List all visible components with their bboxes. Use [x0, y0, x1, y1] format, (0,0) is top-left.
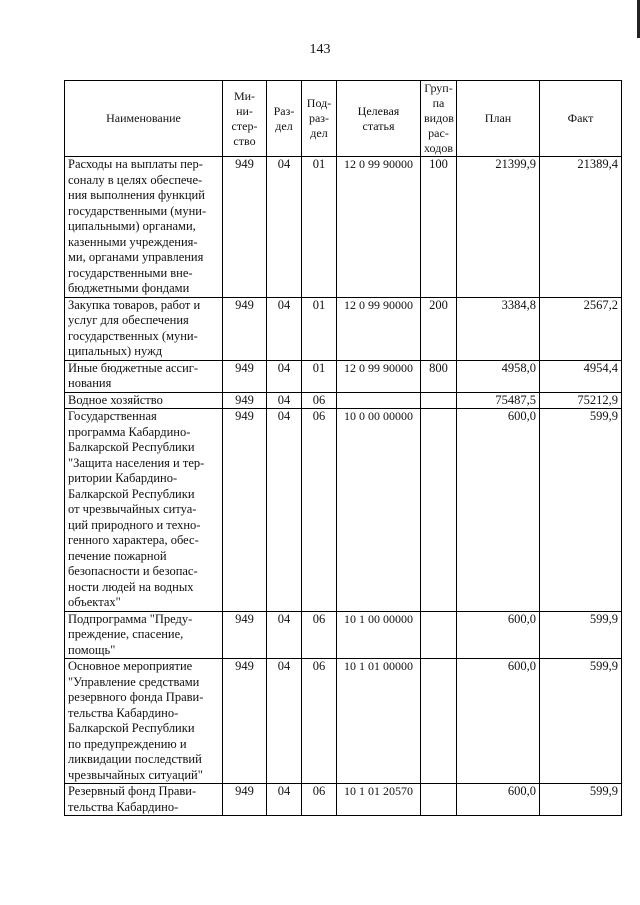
- header-line: рас-: [428, 126, 449, 140]
- cell-fact: 75212,9: [540, 392, 622, 409]
- cell-name-line: Государственная: [68, 409, 157, 423]
- cell-section: 04: [267, 611, 302, 659]
- cell-subsection: 01: [302, 360, 337, 392]
- header-line: дел: [275, 118, 293, 133]
- header-line: раз-: [308, 111, 330, 125]
- cell-name-line: Расходы на выплаты пер-: [68, 157, 203, 171]
- cell-subsection: 06: [302, 611, 337, 659]
- header-line: стер-: [231, 118, 258, 133]
- cell-name-line: государственных (муни-: [68, 328, 198, 343]
- cell-name-line: Резервный фонд Прави-: [68, 784, 197, 798]
- cell-ministry: 949: [223, 297, 267, 360]
- cell-name: [65, 297, 223, 360]
- cell-target-article: [337, 392, 421, 409]
- table-body: [65, 157, 622, 816]
- cell-name-line: тельства Кабардино-: [68, 799, 179, 814]
- cell-name-line: Балкарской Республики: [68, 440, 195, 454]
- header-line: па: [432, 96, 445, 110]
- cell-ministry: 949: [223, 409, 267, 612]
- header-line: ни-: [236, 103, 253, 118]
- cell-plan: 600,0: [457, 784, 540, 816]
- table-header-row: [65, 81, 622, 157]
- cell-target-article: 12 0 99 90000: [337, 360, 421, 392]
- cell-name-line: ций природного и техно-: [68, 517, 201, 532]
- header-line: Целевая: [357, 103, 400, 118]
- cell-name-line: объектах": [68, 595, 121, 609]
- cell-plan: 4958,0: [457, 360, 540, 392]
- cell-plan: 21399,9: [457, 157, 540, 298]
- cell-fact: 599,9: [540, 611, 622, 659]
- header-line: статья: [362, 118, 395, 133]
- cell-plan: 600,0: [457, 611, 540, 659]
- cell-name-line: ми, органами управления: [68, 250, 204, 264]
- header-line: Под-: [306, 96, 332, 110]
- cell-name-line: казенными учреждения-: [68, 234, 198, 249]
- cell-name-line: преждение, спасение,: [68, 627, 184, 641]
- cell-name-line: ципальными) органами,: [68, 219, 196, 233]
- cell-name-line: чрезвычайных ситуаций": [68, 767, 203, 782]
- table-row: [65, 360, 622, 392]
- table-row: [65, 392, 622, 409]
- cell-ministry: 949: [223, 659, 267, 784]
- cell-ministry: 949: [223, 157, 267, 298]
- cell-name-line: резервного фонда Прави-: [68, 690, 204, 704]
- cell-name-line: Подпрограмма "Преду-: [68, 611, 193, 626]
- cell-subsection: 06: [302, 409, 337, 612]
- cell-name-line: "Управление средствами: [68, 674, 200, 689]
- cell-section: 04: [267, 784, 302, 816]
- header-line: Груп-: [424, 81, 453, 95]
- cell-name-line: ности людей на водных: [68, 579, 194, 594]
- page-number: 143: [309, 42, 331, 57]
- header-line: ходов: [424, 141, 453, 155]
- cell-name-line: Основное мероприятие: [68, 659, 193, 673]
- cell-name-line: бюджетными фондами: [68, 281, 190, 295]
- header-line: ство: [233, 133, 256, 148]
- cell-name-line: ципальных) нужд: [68, 344, 163, 358]
- cell-fact: 599,9: [540, 784, 622, 816]
- cell-expense-group: 200: [421, 297, 457, 360]
- cell-name: [65, 409, 223, 612]
- cell-target-article: 10 0 00 00000: [337, 409, 421, 612]
- header-fact: Факт: [540, 81, 622, 157]
- cell-name-line: ликвидации последствий: [68, 752, 202, 766]
- cell-expense-group: [421, 659, 457, 784]
- cell-name-line: "Защита населения и тер-: [68, 455, 205, 470]
- header-line: Раз-: [273, 103, 295, 118]
- cell-ministry: 949: [223, 360, 267, 392]
- cell-name: [65, 360, 223, 392]
- cell-plan: 75487,5: [457, 392, 540, 409]
- cell-name-line: помощь": [68, 642, 116, 657]
- cell-name-line: Балкарской Республики: [68, 486, 195, 501]
- cell-name-line: по предупреждению и: [68, 736, 187, 751]
- cell-name-line: соналу в целях обеспече-: [68, 172, 203, 187]
- cell-section: 04: [267, 659, 302, 784]
- cell-ministry: 949: [223, 611, 267, 659]
- cell-expense-group: [421, 409, 457, 612]
- cell-ministry: 949: [223, 784, 267, 816]
- cell-subsection: 06: [302, 659, 337, 784]
- cell-section: 04: [267, 360, 302, 392]
- cell-name-line: от чрезвычайных ситуа-: [68, 502, 197, 516]
- cell-name-line: генного характера, обес-: [68, 533, 199, 547]
- header-target: [337, 81, 421, 157]
- cell-ministry: 949: [223, 392, 267, 409]
- cell-name-line: Водное хозяйство: [68, 392, 163, 407]
- cell-fact: 599,9: [540, 659, 622, 784]
- cell-subsection: 01: [302, 157, 337, 298]
- cell-name-line: тельства Кабардино-: [68, 705, 179, 720]
- cell-name-line: нования: [68, 376, 112, 390]
- table-row: [65, 157, 622, 298]
- cell-name-line: безопасности и безопас-: [68, 564, 198, 578]
- cell-subsection: 06: [302, 784, 337, 816]
- cell-plan: 600,0: [457, 409, 540, 612]
- cell-name-line: государственными (муни-: [68, 203, 207, 218]
- cell-fact: 21389,4: [540, 157, 622, 298]
- cell-section: 04: [267, 157, 302, 298]
- cell-name-line: государственными вне-: [68, 265, 193, 280]
- header-name: Наименование: [65, 81, 223, 157]
- cell-section: 04: [267, 392, 302, 409]
- cell-target-article: 10 1 00 00000: [337, 611, 421, 659]
- cell-expense-group: 800: [421, 360, 457, 392]
- cell-subsection: 06: [302, 392, 337, 409]
- cell-section: 04: [267, 409, 302, 612]
- header-section: [267, 81, 302, 157]
- cell-plan: 3384,8: [457, 297, 540, 360]
- cell-name-line: Закупка товаров, работ и: [68, 297, 201, 312]
- cell-name: [65, 157, 223, 298]
- cell-section: 04: [267, 297, 302, 360]
- cell-name-line: ритории Кабардино-: [68, 471, 178, 485]
- header-ministry: [223, 81, 267, 157]
- cell-subsection: 01: [302, 297, 337, 360]
- header-group: [421, 81, 457, 157]
- cell-fact: 4954,4: [540, 360, 622, 392]
- cell-expense-group: [421, 392, 457, 409]
- header-plan: План: [457, 81, 540, 157]
- cell-expense-group: [421, 784, 457, 816]
- cell-expense-group: [421, 611, 457, 659]
- table-row: [65, 611, 622, 659]
- cell-name-line: услуг для обеспечения: [68, 313, 189, 327]
- header-line: видов: [424, 111, 454, 125]
- cell-name: [65, 392, 223, 409]
- table-row: [65, 409, 622, 612]
- cell-name-line: Иные бюджетные ассиг-: [68, 360, 199, 375]
- cell-target-article: 12 0 99 90000: [337, 297, 421, 360]
- table-row: [65, 297, 622, 360]
- header-line: дел: [310, 126, 328, 140]
- cell-name-line: Балкарской Республики: [68, 721, 195, 735]
- cell-fact: 2567,2: [540, 297, 622, 360]
- cell-name-line: ния выполнения функций: [68, 188, 205, 202]
- cell-target-article: 10 1 01 00000: [337, 659, 421, 784]
- cell-fact: 599,9: [540, 409, 622, 612]
- cell-expense-group: 100: [421, 157, 457, 298]
- budget-table: [64, 80, 622, 816]
- cell-name: [65, 659, 223, 784]
- cell-name: [65, 784, 223, 816]
- cell-name-line: печение пожарной: [68, 548, 167, 563]
- cell-name: [65, 611, 223, 659]
- cell-plan: 600,0: [457, 659, 540, 784]
- cell-name-line: программа Кабардино-: [68, 424, 191, 439]
- header-line: Ми-: [233, 88, 256, 103]
- table-row: [65, 784, 622, 816]
- cell-target-article: 10 1 01 20570: [337, 784, 421, 816]
- cell-target-article: 12 0 99 90000: [337, 157, 421, 298]
- table-row: [65, 659, 622, 784]
- header-subsection: [302, 81, 337, 157]
